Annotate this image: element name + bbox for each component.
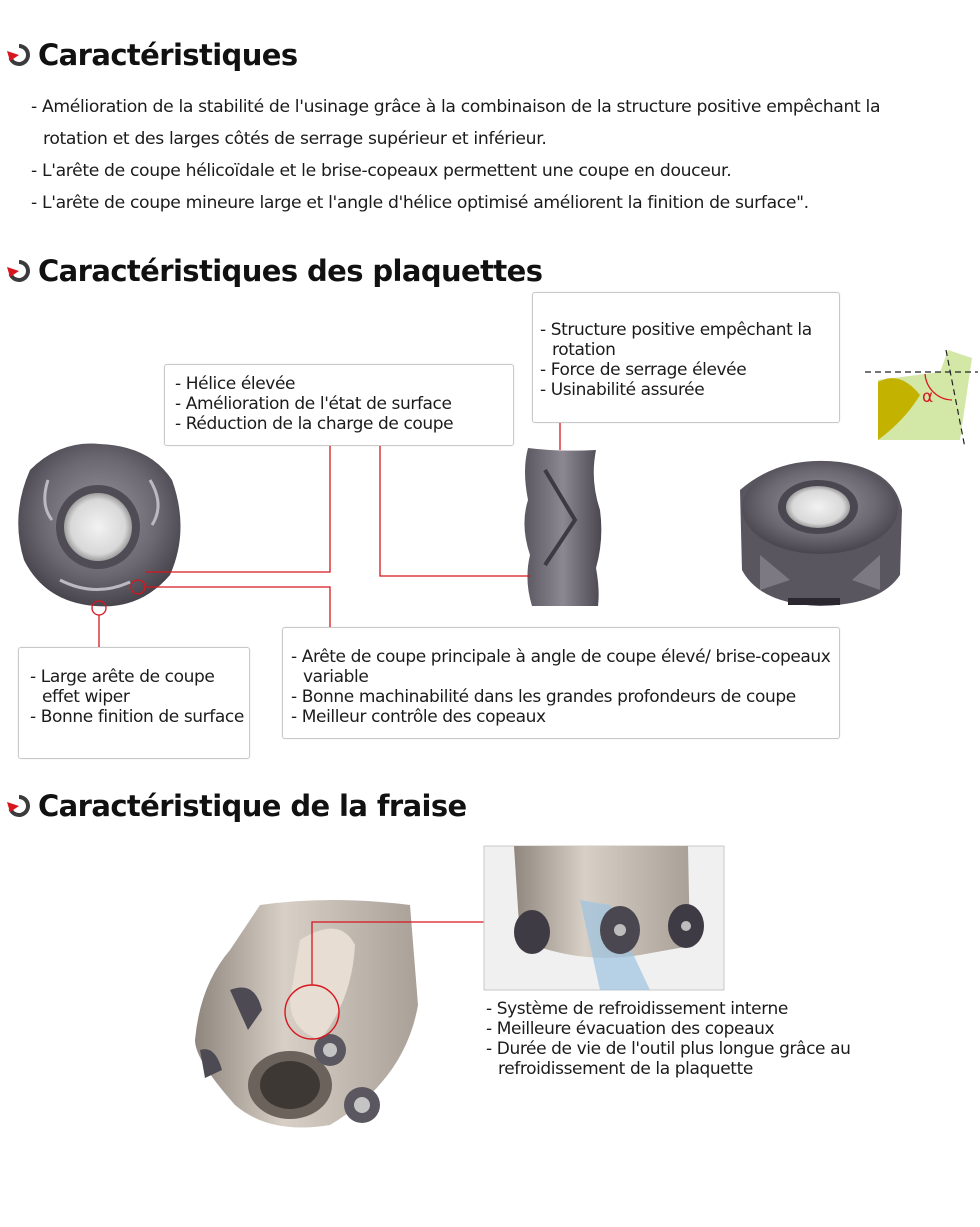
section-title-cutter [6, 789, 467, 823]
section-title-text: Caractéristiques [38, 38, 298, 72]
insert-perspective-view [740, 461, 902, 606]
insert-side-view [524, 448, 601, 606]
callout-helix [164, 364, 514, 446]
list-item: - Structure positive empêchant la rotation [540, 320, 839, 360]
list-item: - Durée de vie de l'outil plus longue grâce au refroidissement de la plaquette [486, 1039, 876, 1079]
list-item: - Système de refroidissement interne [486, 999, 876, 1019]
list-item: - Hélice élevée [175, 374, 513, 394]
list-item: - Bonne machinabilité dans les grandes profondeurs de coupe [291, 687, 839, 707]
milling-cutter-image [195, 900, 484, 1128]
list-item: - Amélioration de la stabilité de l'usinage grâce à la combinaison de la structure positive empêchant la rotation et des larges côtés de serrage supérieur et inférieur. [31, 91, 921, 155]
angle-label: α [922, 387, 934, 407]
circular-arrow-icon [6, 793, 32, 819]
callout-wiper [18, 647, 250, 759]
coolant-detail-image [484, 846, 724, 990]
section-title-text: Caractéristiques des plaquettes [38, 254, 543, 288]
callout-main-edge [282, 627, 840, 739]
helix-angle-diagram [865, 350, 978, 448]
list-item: - Large arête de coupe effet wiper [30, 667, 249, 707]
callout-structure [532, 292, 840, 423]
cutter-features [486, 999, 876, 1079]
insert-top-view [18, 444, 180, 607]
list-item: - Arête de coupe principale à angle de coupe élevé/ brise-copeaux variable [291, 647, 839, 687]
list-item: - Réduction de la charge de coupe [175, 414, 513, 434]
list-item: - Force de serrage élevée [540, 360, 839, 380]
list-item: - Bonne finition de surface [30, 707, 249, 727]
list-item: - Meilleure évacuation des copeaux [486, 1019, 876, 1039]
list-item: - L'arête de coupe mineure large et l'angle d'hélice optimisé améliorent la finition de surface". [31, 187, 921, 219]
list-item: - Usinabilité assurée [540, 380, 839, 400]
section-title-text: Caractéristique de la fraise [38, 789, 467, 823]
list-item: - L'arête de coupe hélicoïdale et le brise-copeaux permettent une coupe en douceur. [31, 155, 921, 187]
list-item: - Amélioration de l'état de surface [175, 394, 513, 414]
list-item: - Meilleur contrôle des copeaux [291, 707, 839, 727]
